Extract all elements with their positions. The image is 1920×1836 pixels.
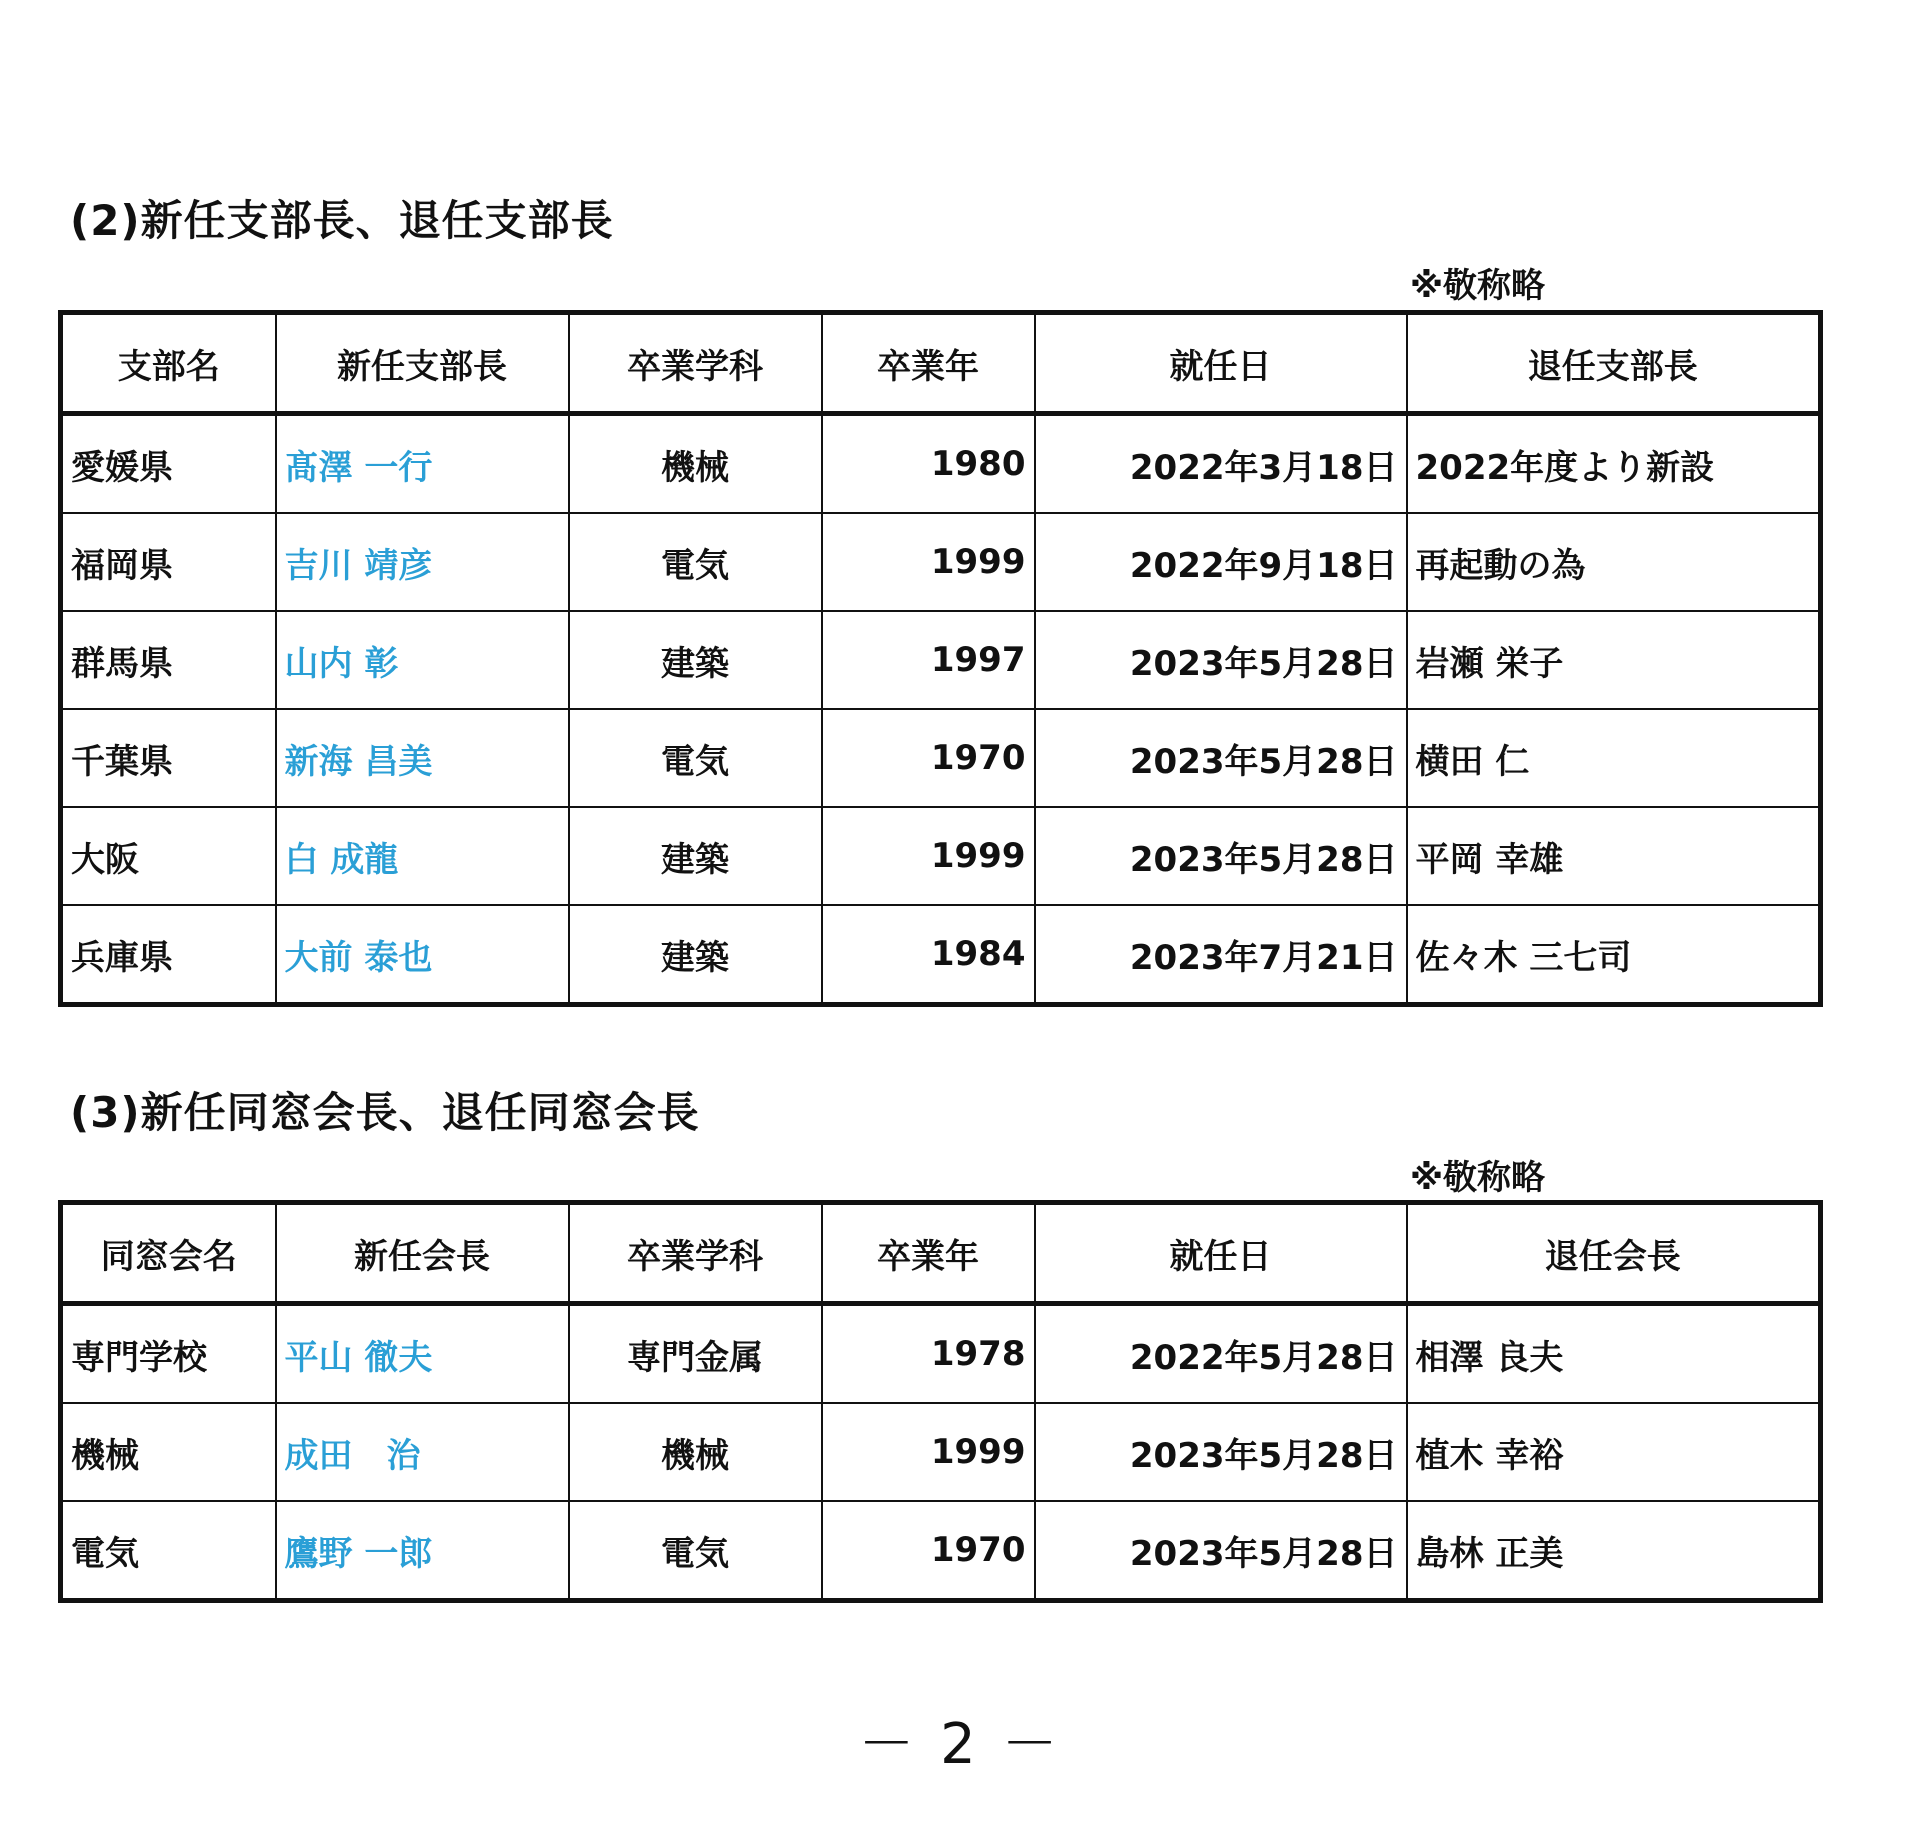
retired-leader-cell: 2022年度より新設 [1407, 414, 1821, 514]
start-date-cell: 2023年5月28日 [1035, 611, 1407, 709]
retired-leader-cell: 岩瀬 栄子 [1407, 611, 1821, 709]
section2-title: (2)新任支部長、退任支部長 [70, 196, 614, 245]
new-leader-cell: 新海 昌美 [276, 709, 569, 807]
new-leader-cell: 大前 泰也 [276, 905, 569, 1005]
start-date-cell: 2022年5月28日 [1035, 1304, 1407, 1404]
section3-note: ※敬称略 [1410, 1158, 1546, 1198]
association-cell: 専門学校 [61, 1304, 276, 1404]
retired-leader-cell: 平岡 幸雄 [1407, 807, 1821, 905]
table-row [61, 1403, 1821, 1501]
branch-cell: 兵庫県 [61, 905, 276, 1005]
association-cell: 機械 [61, 1403, 276, 1501]
header-retired-leader: 退任支部長 [1407, 313, 1821, 414]
header-grad-year: 卒業年 [822, 313, 1035, 414]
header-retired-chair: 退任会長 [1407, 1203, 1821, 1304]
retired-chair-cell: 植木 幸裕 [1407, 1403, 1821, 1501]
header-grad-year: 卒業年 [822, 1203, 1035, 1304]
start-date-cell: 2022年3月18日 [1035, 414, 1407, 514]
header-new-leader: 新任支部長 [276, 313, 569, 414]
grad-year-cell: 1970 [822, 709, 1035, 807]
department-cell: 建築 [569, 611, 822, 709]
start-date-cell: 2023年5月28日 [1035, 1501, 1407, 1601]
new-chair-cell: 平山 徹夫 [276, 1304, 569, 1404]
header-department: 卒業学科 [569, 1203, 822, 1304]
retired-chair-cell: 島林 正美 [1407, 1501, 1821, 1601]
department-cell: 建築 [569, 905, 822, 1005]
branch-cell: 群馬県 [61, 611, 276, 709]
table-header-row [61, 313, 1821, 414]
new-leader-cell: 吉川 靖彦 [276, 513, 569, 611]
table-row [61, 709, 1821, 807]
table-row [61, 807, 1821, 905]
branch-cell: 千葉県 [61, 709, 276, 807]
table-row [61, 1501, 1821, 1601]
table-row [61, 611, 1821, 709]
department-cell: 電気 [569, 1501, 822, 1601]
new-leader-cell: 山内 彰 [276, 611, 569, 709]
table-row [61, 513, 1821, 611]
header-start-date: 就任日 [1035, 313, 1407, 414]
new-chair-cell: 成田 治 [276, 1403, 569, 1501]
branch-cell: 福岡県 [61, 513, 276, 611]
grad-year-cell: 1999 [822, 1403, 1035, 1501]
alumni-leaders-table [58, 1200, 1823, 1603]
department-cell: 電気 [569, 513, 822, 611]
branch-cell: 大阪 [61, 807, 276, 905]
association-cell: 電気 [61, 1501, 276, 1601]
header-new-chair: 新任会長 [276, 1203, 569, 1304]
grad-year-cell: 1997 [822, 611, 1035, 709]
start-date-cell: 2023年5月28日 [1035, 1403, 1407, 1501]
department-cell: 機械 [569, 414, 822, 514]
department-cell: 専門金属 [569, 1304, 822, 1404]
start-date-cell: 2023年5月28日 [1035, 807, 1407, 905]
grad-year-cell: 1980 [822, 414, 1035, 514]
branch-cell: 愛媛県 [61, 414, 276, 514]
retired-leader-cell: 佐々木 三七司 [1407, 905, 1821, 1005]
department-cell: 建築 [569, 807, 822, 905]
new-leader-cell: 白 成龍 [276, 807, 569, 905]
section3-title: (3)新任同窓会長、退任同窓会長 [70, 1088, 700, 1137]
retired-leader-cell: 横田 仁 [1407, 709, 1821, 807]
header-department: 卒業学科 [569, 313, 822, 414]
start-date-cell: 2023年5月28日 [1035, 709, 1407, 807]
branch-leaders-table [58, 310, 1823, 1007]
department-cell: 機械 [569, 1403, 822, 1501]
grad-year-cell: 1978 [822, 1304, 1035, 1404]
grad-year-cell: 1999 [822, 513, 1035, 611]
grad-year-cell: 1999 [822, 807, 1035, 905]
header-start-date: 就任日 [1035, 1203, 1407, 1304]
new-leader-cell: 髙澤 一行 [276, 414, 569, 514]
retired-chair-cell: 相澤 良夫 [1407, 1304, 1821, 1404]
table-row [61, 414, 1821, 514]
grad-year-cell: 1984 [822, 905, 1035, 1005]
start-date-cell: 2023年7月21日 [1035, 905, 1407, 1005]
section2-note: ※敬称略 [1410, 266, 1546, 306]
header-branch: 支部名 [61, 313, 276, 414]
table-row [61, 905, 1821, 1005]
table-header-row [61, 1203, 1821, 1304]
table-row [61, 1304, 1821, 1404]
start-date-cell: 2022年9月18日 [1035, 513, 1407, 611]
new-chair-cell: 鷹野 一郎 [276, 1501, 569, 1601]
department-cell: 電気 [569, 709, 822, 807]
retired-leader-cell: 再起動の為 [1407, 513, 1821, 611]
grad-year-cell: 1970 [822, 1501, 1035, 1601]
page-number: － 2 － [858, 1712, 1062, 1777]
header-association: 同窓会名 [61, 1203, 276, 1304]
